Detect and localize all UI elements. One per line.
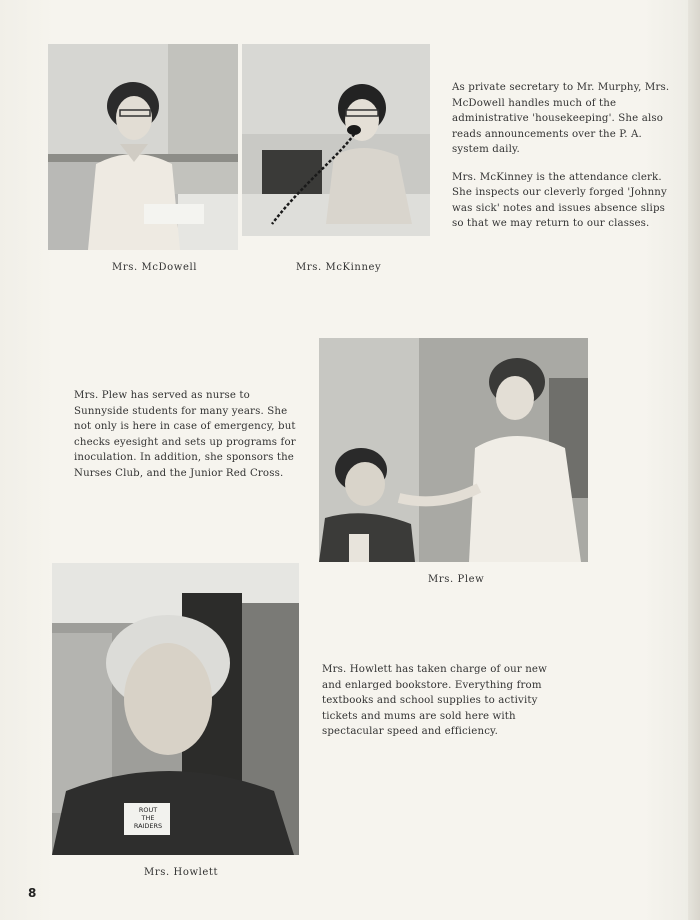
photo-mckinney <box>242 44 430 236</box>
badge-line-2: THE <box>141 814 155 822</box>
badge-line-1: ROUT <box>138 806 158 814</box>
binding-edge <box>688 0 700 920</box>
badge-rout-the-raiders <box>125 804 171 838</box>
badge-line-3: RAIDERS <box>133 822 163 830</box>
page-number: 8 <box>28 886 37 900</box>
paragraph-howlett: Mrs. Howlett has taken charge of our new and enlarged bookstore. Everything from textbooks and school supplies to activity tickets and mums are sold here with spectacular speed and efficiency. <box>322 664 547 737</box>
caption-mckinney: Mrs. McKinney <box>296 262 382 273</box>
caption-mcdowell: Mrs. McDowell <box>112 262 198 273</box>
photo-mcdowell <box>48 44 238 250</box>
paragraph-mckinney: Mrs. McKinney is the attendance clerk. She inspects our cleverly forged 'Johnny was sick' notes and issues absence slips so that we may return to our classes. <box>452 171 667 229</box>
paragraph-plew: Mrs. Plew has served as nurse to Sunnyside students for many years. She not only is here in case of emergency, but checks eyesight and sets up programs for inoculation. In addition, she sponsors the Nurses Club, and the Junior Red Cross. <box>74 390 296 479</box>
text-block-secretaries <box>452 80 678 244</box>
caption-plew: Mrs. Plew <box>428 574 485 585</box>
photo-plew <box>319 338 588 562</box>
paragraph-mcdowell: As private secretary to Mr. Murphy, Mrs. McDowell handles much of the administrative 'housekeeping'. She also reads announcements over the P. A. system daily. <box>452 82 670 155</box>
caption-howlett: Mrs. Howlett <box>144 867 219 878</box>
photo-howlett <box>52 563 299 855</box>
